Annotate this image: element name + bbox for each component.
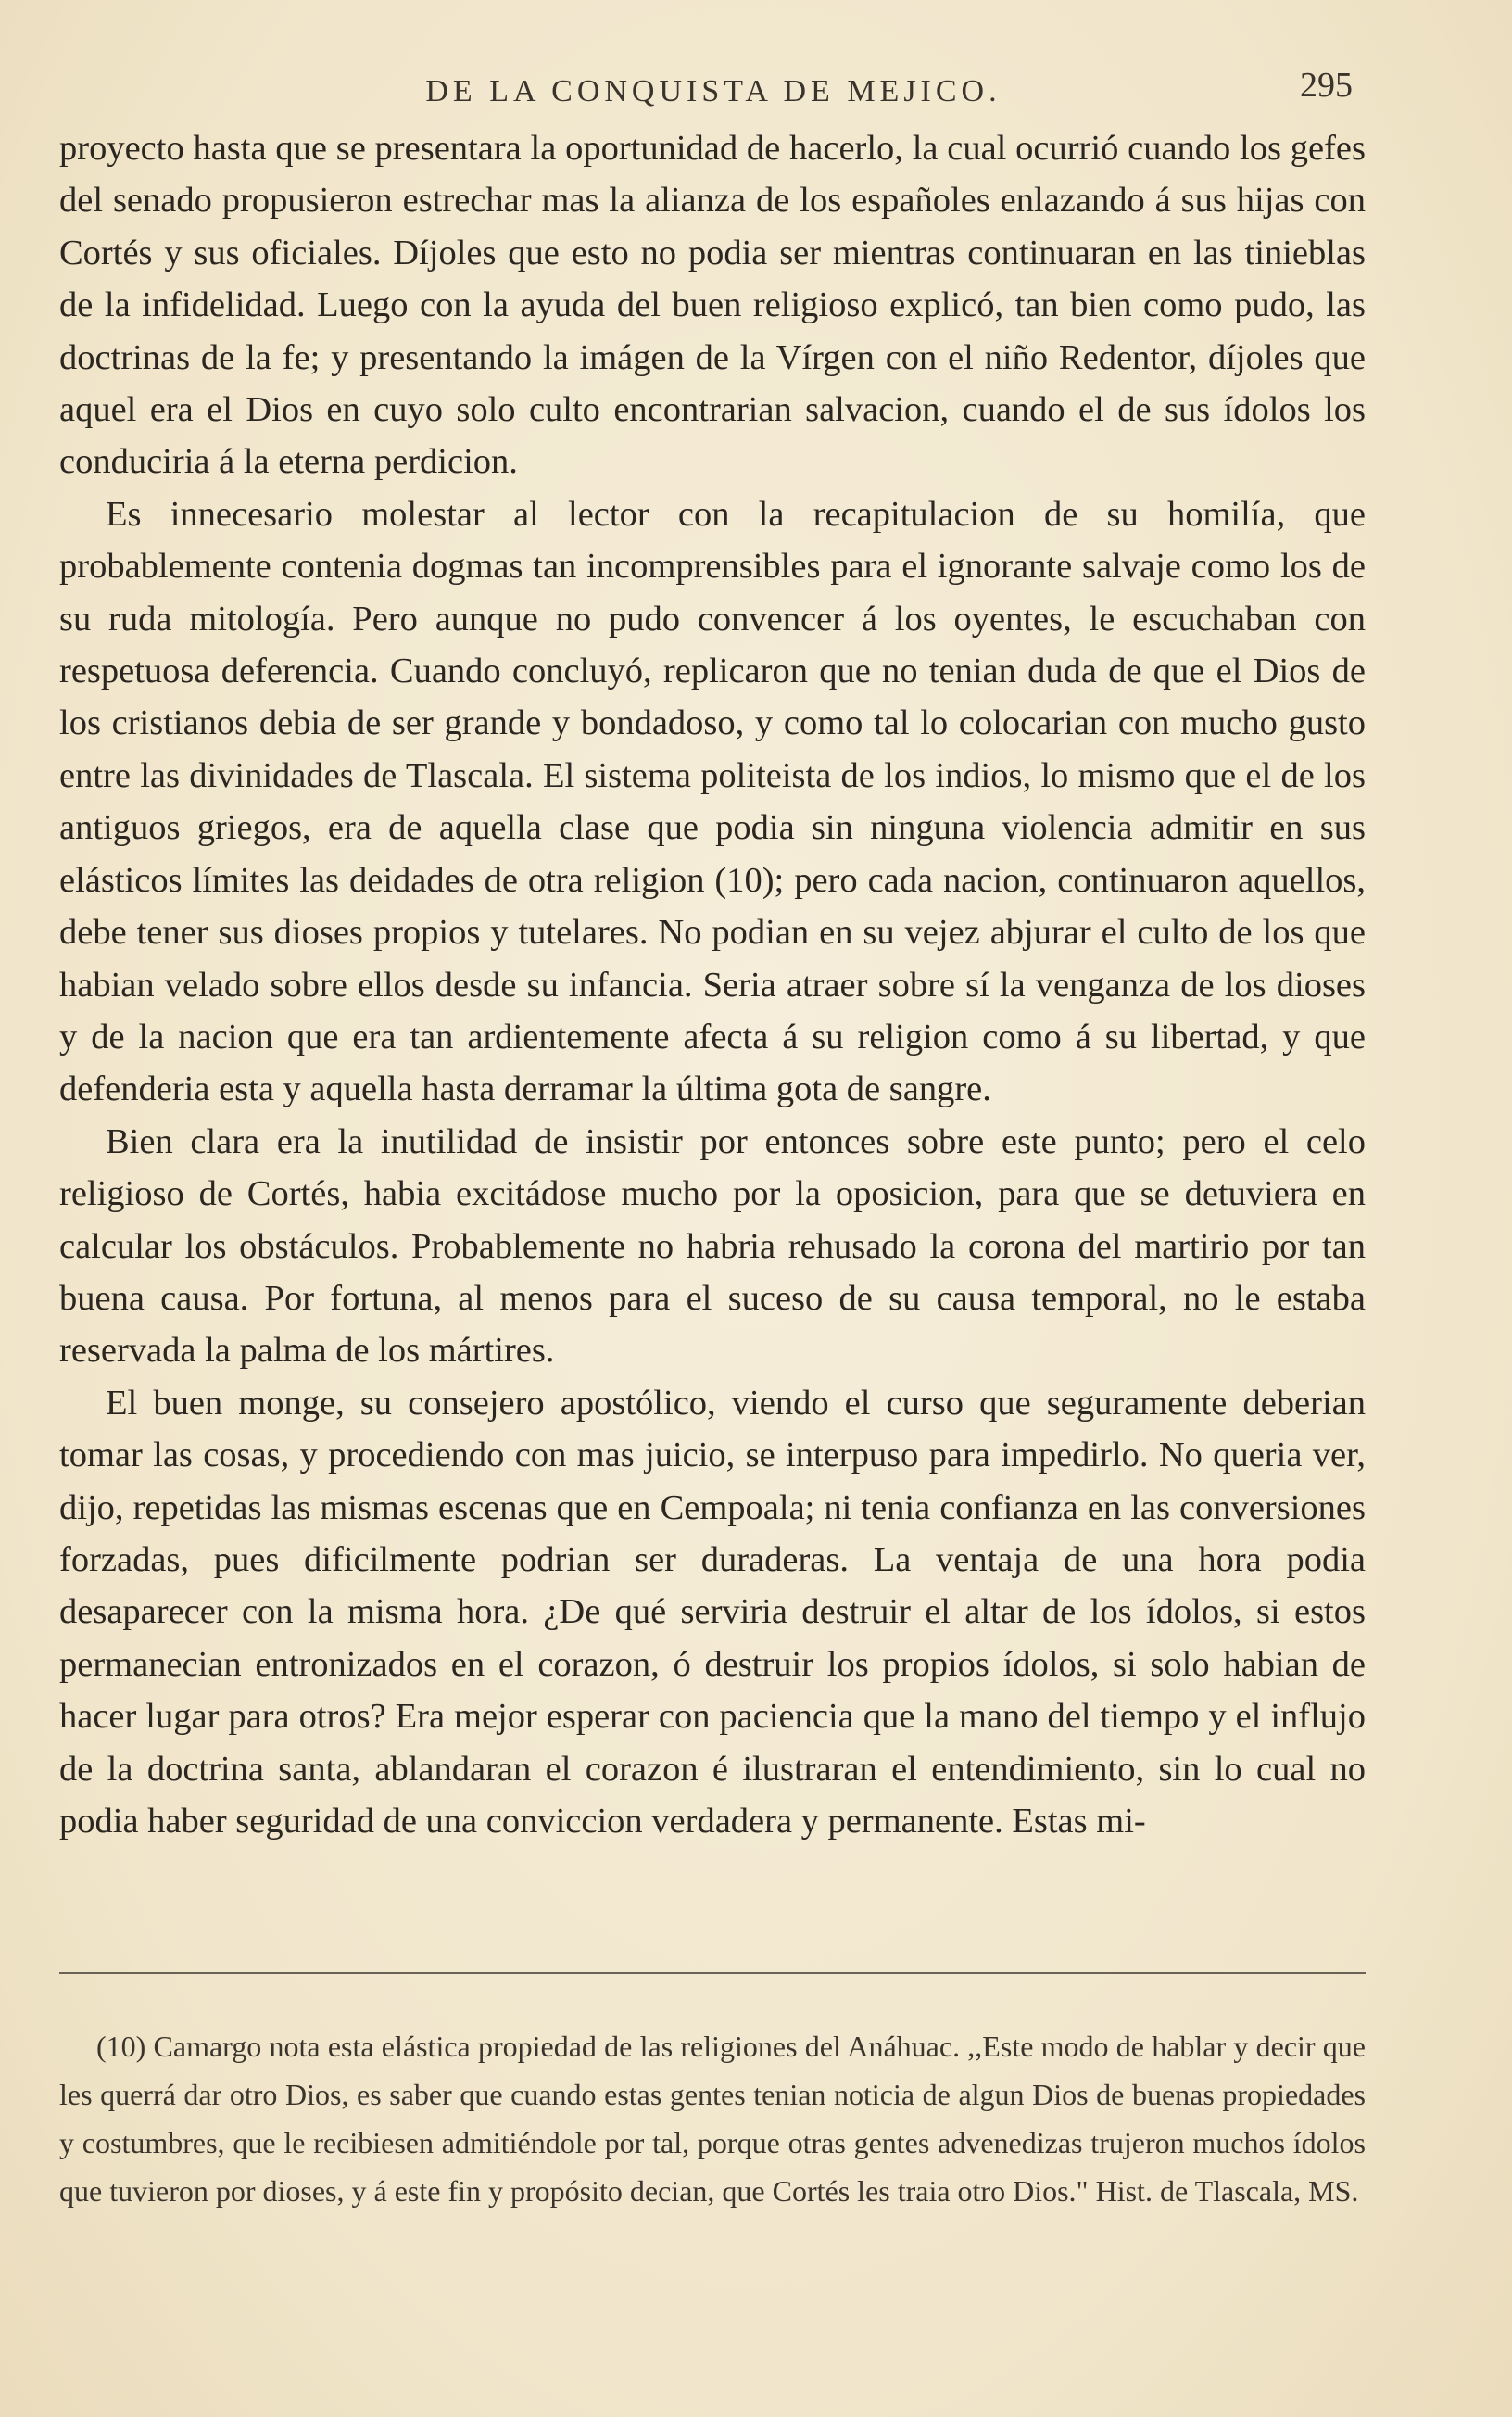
footnote: (10) Camargo nota esta elástica propiedad de las religiones del Anáhuac. ,,Este modo de hablar y decir que les querrá dar otro Dios, es saber que cuando estas gentes tenian noticia de algun Dios de buenas propiedades y costumbres, que le recibiesen admitiéndole por tal, porque otras gentes advenedizas trujeron muchos ídolos que tuvieron por dioses, y á este fin y propósito decian, que Cortés les traia otro Dios." Hist. de Tlascala, MS. [59,2030,1366,2208]
page-number: 295 [1300,66,1353,105]
running-title: DE LA CONQUISTA DE MEJICO. [425,74,1002,108]
footnote-divider [59,1972,1366,1974]
body-text [59,122,1366,1847]
paragraph-2: Es innecesario molestar al lector con la recapitulacion de su homilía, que probablemente contenia dogmas tan incomprensibles para el ignorante salvaje como los de su ruda mitología. Pero aunque no pudo convencer á los oyentes, le escuchaban con respetuosa deferencia. Cuando concluyó, replicaron que no tenian duda de que el Dios de los cristianos debia de ser grande y bondadoso, y como tal lo colocarian con mucho gusto entre las divinidades de Tlascala. El sistema politeista de los indios, lo mismo que el de los antiguos griegos, era de aquella clase que podia sin ninguna violencia admitir en sus elásticos límites las deidades de otra religion (10); pero cada nacion, continuaron aquellos, debe tener sus dioses propios y tutelares. No podian en su vejez abjurar el culto de los que habian velado sobre ellos desde su infancia. Seria atraer sobre sí la venganza de los dioses y de la nacion que era tan ardientemente afecta á su religion como á su libertad, y que defenderia esta y aquella hasta derramar la última gota de sangre. [59,494,1366,1109]
paragraph-3: Bien clara era la inutilidad de insistir por entonces sobre este punto; pero el celo religioso de Cortés, habia excitádose mucho por la oposicion, para que se detuviera en calcular los obstáculos. Probablemente no habria rehusado la corona del martirio por tan buena causa. Por fortuna, al menos para el suceso de su causa temporal, no le estaba reservada la palma de los mártires. [59,1121,1366,1371]
paragraph-4: El buen monge, su consejero apostólico, viendo el curso que seguramente deberian tomar las cosas, y procediendo con mas juicio, se interpuso para impedirlo. No queria ver, dijo, repetidas las mismas escenas que en Cempoala; ni tenia confianza en las conversiones forzadas, pues dificilmente podrian ser duraderas. La ventaja de una hora podia desaparecer con la misma hora. ¿De qué serviria destruir el altar de los ídolos, si estos permanecian entronizados en el corazon, ó destruir los propios ídolos, si solo habian de hacer lugar para otros? Era mejor esperar con paciencia que la mano del tiempo y el influjo de la doctrina santa, ablandaran el corazon é ilustraran el entendimiento, sin lo cual no podia haber seguridad de una conviccion verdadera y permanente. Estas mi- [59,1383,1366,1841]
paragraph-1: proyecto hasta que se presentara la oportunidad de hacerlo, la cual ocurrió cuando los gefes del senado propusieron estrechar mas la alianza de los españoles enlazando á sus hijas con Cortés y sus oficiales. Díjoles que esto no podia ser mientras continuaran en las tinieblas de la infidelidad. Luego con la ayuda del buen religioso explicó, tan bien como pudo, las doctrinas de la fe; y presentando la imágen de la Vírgen con el niño Redentor, díjoles que aquel era el Dios en cuyo solo culto encontrarian salvacion, cuando el de sus ídolos los conduciria á la eterna perdicion. [59,129,1366,482]
running-head [74,65,1353,120]
